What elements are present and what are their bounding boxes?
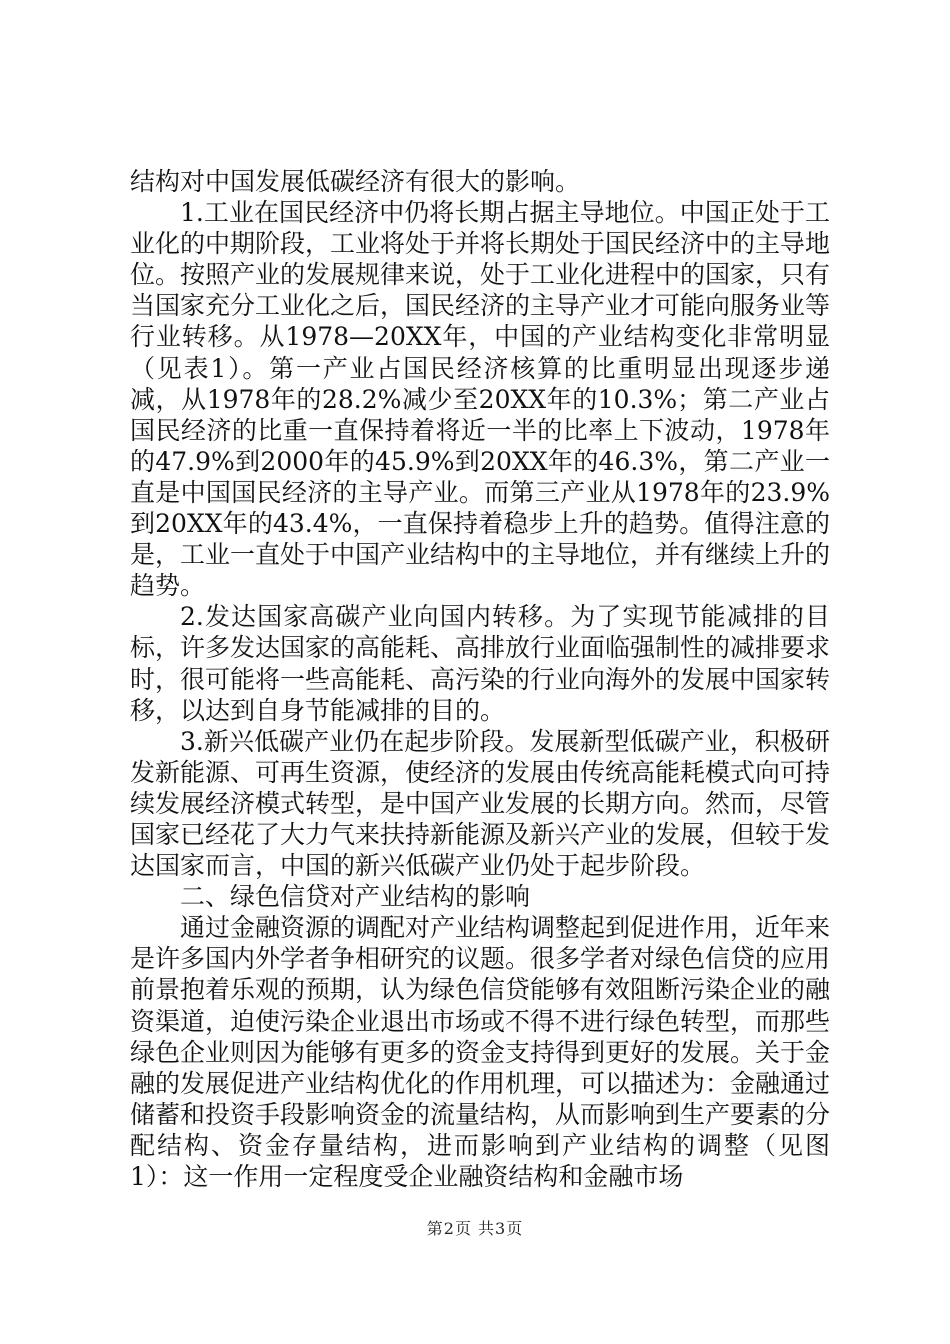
- paragraph-low-carbon-industry: 3.新兴低碳产业仍在起步阶段。发展新型低碳产业，积极研发新能源、可再生资源，使经济的发展由传统高能耗模式向可持续发展经济模式转型，是中国产业发展的长期方向。然而，尽管国家已经花了大力气来扶持新能源及新兴产业的发展，但较于发达国家而言，中国的新兴低碳产业仍处于起步阶段。: [130, 726, 831, 881]
- paragraph-industry-dominance: 1.工业在国民经济中仍将长期占据主导地位。中国正处于工业化的中期阶段，工业将处于并将长期处于国民经济中的主导地位。按照产业的发展规律来说，处于工业化进程中的国家，只有当国家充分工业化之后，国民经济的主导产业才可能向服务业等行业转移。从1978—20XX年，中国的产业结构变化非常明显（见表1）。第一产业占国民经济核算的比重明显出现逐步递减，从1978年的28.2%减少至20XX年的10.3%；第二产业占国民经济的比重一直保持着将近一半的比率上下波动，1978年的47.9%到2000年的45.9%到20XX年的46.3%，第二产业一直是中国国民经济的主导产业。而第三产业从1978年的23.9%到20XX年的43.4%，一直保持着稳步上升的趋势。值得注意的是，工业一直处于中国产业结构中的主导地位，并有继续上升的趋势。: [130, 198, 831, 601]
- paragraph-high-carbon-transfer: 2.发达国家高碳产业向国内转移。为了实现节能减排的目标，许多发达国家的高能耗、高排放行业面临强制性的减排要求时，很可能将一些高能耗、高污染的行业向海外的发展中国家转移，以达到自身节能减排的目的。: [130, 602, 831, 725]
- page-number: 第2页 共3页: [426, 1219, 524, 1238]
- paragraph-green-credit: 通过金融资源的调配对产业结构调整起到促进作用，近年来是许多国内外学者争相研究的议题。很多学者对绿色信贷的应用前景抱着乐观的预期，认为绿色信贷能够有效阻断污染企业的融资渠道，迫使污染企业退出市场或不得不进行绿色转型，而那些绿色企业则因为能够有更多的资金支持得到更好的发展。关于金融的发展促进产业结构优化的作用机理，可以描述为：金融通过储蓄和投资手段影响资金的流量结构，从而影响到生产要素的分配结构、资金存量结构，进而影响到产业结构的调整（见图1）：这一作用一定程度受企业融资结构和金融市场: [130, 913, 831, 1191]
- section-heading-green-credit: 二、绿色信贷对产业结构的影响: [180, 882, 531, 912]
- paragraph-continuation: 结构对中国发展低碳经济有很大的影响。: [130, 167, 581, 196]
- document-body: [130, 166, 830, 1192]
